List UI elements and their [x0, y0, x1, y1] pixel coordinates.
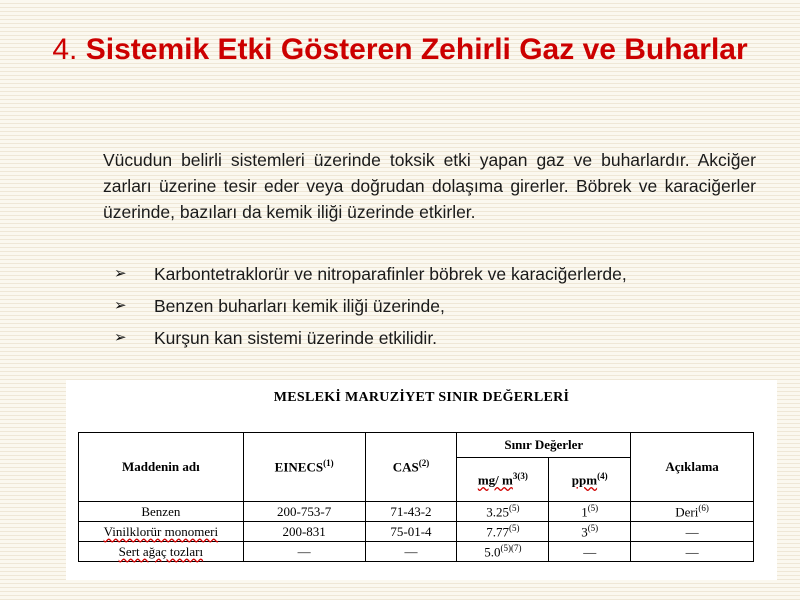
- intro-paragraph: Vücudun belirli sistemleri üzerinde toksik etki yapan gaz ve buharlardır. Akciğer zarları üzerine tesir eder veya doğrudan dolaşıma girerler. Böbrek ve karaciğerler üzerinde, bazıları da kemik iliği üzerinde etkirler.: [103, 150, 756, 222]
- title-number: 4.: [52, 33, 78, 66]
- header-ppm: ppm$^{(4)}$: [549, 458, 631, 502]
- bullet-text: Benzen buharları kemik iliği üzerinde,: [154, 296, 445, 316]
- cell-mgm3: $5.0^{(5)(7)}$: [457, 542, 549, 562]
- list-item: [112, 258, 772, 290]
- cell-ppm: 3$^{(5)}$: [549, 522, 631, 542]
- list-item: [112, 322, 772, 354]
- cell-mgm3: 3.25$^{(5)}$: [457, 502, 549, 522]
- cell-mgm3: 7.77$^{(5)}$: [457, 522, 549, 542]
- cell-einecs: —: [243, 542, 365, 562]
- slide-title: [40, 30, 760, 70]
- cell-substance: Benzen: [79, 502, 244, 522]
- cell-substance: Sert ağaç tozları: [79, 542, 244, 562]
- header-einecs: EINECS$^{(1)}$: [243, 433, 365, 502]
- bullet-list: [112, 258, 772, 354]
- cell-ppm: 1$^{(5)}$: [549, 502, 631, 522]
- arrow-bullet-icon: ➢: [114, 329, 127, 346]
- header-limits: Sınır Değerler: [457, 433, 631, 458]
- cell-remark: —: [631, 542, 754, 562]
- cell-substance: Vinilklorür monomeri: [79, 522, 244, 542]
- cell-cas: 75-01-4: [365, 522, 457, 542]
- cell-remark: —: [631, 522, 754, 542]
- arrow-bullet-icon: ➢: [114, 297, 127, 314]
- cell-ppm: —: [549, 542, 631, 562]
- exposure-limits-table-image: [66, 380, 777, 580]
- cell-remark: Deri$^{(6)}$: [631, 502, 754, 522]
- table-row: [79, 522, 754, 542]
- table-row: [79, 542, 754, 562]
- cell-cas: 71-43-2: [365, 502, 457, 522]
- cell-einecs: 200-831: [243, 522, 365, 542]
- arrow-bullet-icon: ➢: [114, 265, 127, 282]
- header-mgm3: mg/ $m^{3(3)}$: [457, 458, 549, 502]
- title-text: Sistemik Etki Gösteren Zehirli Gaz ve Buharlar: [85, 33, 748, 66]
- header-remark: Açıklama: [631, 433, 754, 502]
- cell-cas: —: [365, 542, 457, 562]
- cell-einecs: 200-753-7: [243, 502, 365, 522]
- header-cas: CAS$^{(2)}$: [365, 433, 457, 502]
- bullet-text: Kurşun kan sistemi üzerinde etkilidir.: [154, 328, 438, 348]
- list-item: [112, 290, 772, 322]
- bullet-text: Karbontetraklorür ve nitroparafinler böbrek ve karaciğerlerde,: [154, 264, 627, 284]
- exposure-limits-table: [78, 432, 754, 562]
- table-caption: MESLEKİ MARUZİYET SINIR DEĞERLERİ: [273, 390, 570, 405]
- header-substance: Maddenin adı: [79, 433, 244, 502]
- table-row: [79, 502, 754, 522]
